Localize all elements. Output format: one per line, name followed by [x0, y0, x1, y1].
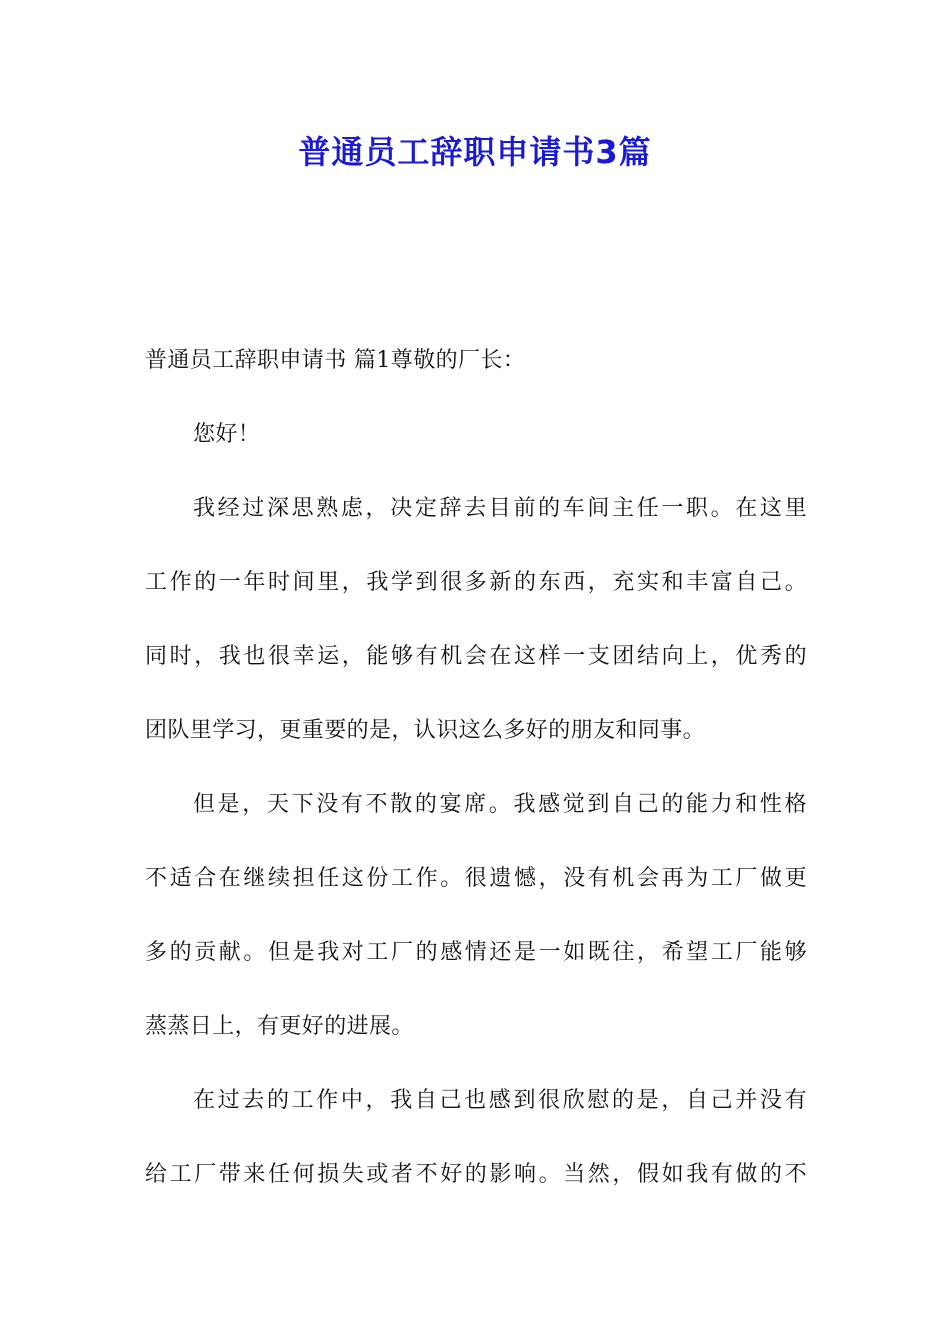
- paragraph-line: 团队里学习，更重要的是，认识这么多好的朋友和同事。: [145, 718, 706, 743]
- paragraph-line: 给工厂带来任何损失或者不好的影响。当然，假如我有做的不: [145, 1162, 807, 1187]
- document-title: 普通员工辞职申请书3篇: [298, 133, 652, 171]
- paragraph-line: 蒸蒸日上，有更好的进展。: [145, 1014, 414, 1039]
- paragraph-line: 同时，我也很幸运，能够有机会在这样一支团结向上，优秀的: [145, 644, 807, 669]
- paragraph-line: 不适合在继续担任这份工作。很遗憾，没有机会再为工厂做更: [145, 866, 807, 891]
- paragraph-line: 我经过深思熟虑，决定辞去目前的车间主任一职。在这里: [193, 496, 807, 521]
- paragraph-line: 普通员工辞职申请书 篇1尊敬的厂长：: [145, 348, 526, 373]
- paragraph-line: 但是，天下没有不散的宴席。我感觉到自己的能力和性格: [193, 792, 807, 817]
- paragraph-line: 在过去的工作中，我自己也感到很欣慰的是，自己并没有: [193, 1088, 807, 1113]
- document-body: [145, 338, 807, 1226]
- paragraph-line: 工作的一年时间里，我学到很多新的东西，充实和丰富自己。: [145, 570, 807, 595]
- paragraph-line: 多的贡献。但是我对工厂的感情还是一如既往，希望工厂能够: [145, 940, 807, 965]
- paragraph-line: 您好！: [193, 422, 261, 447]
